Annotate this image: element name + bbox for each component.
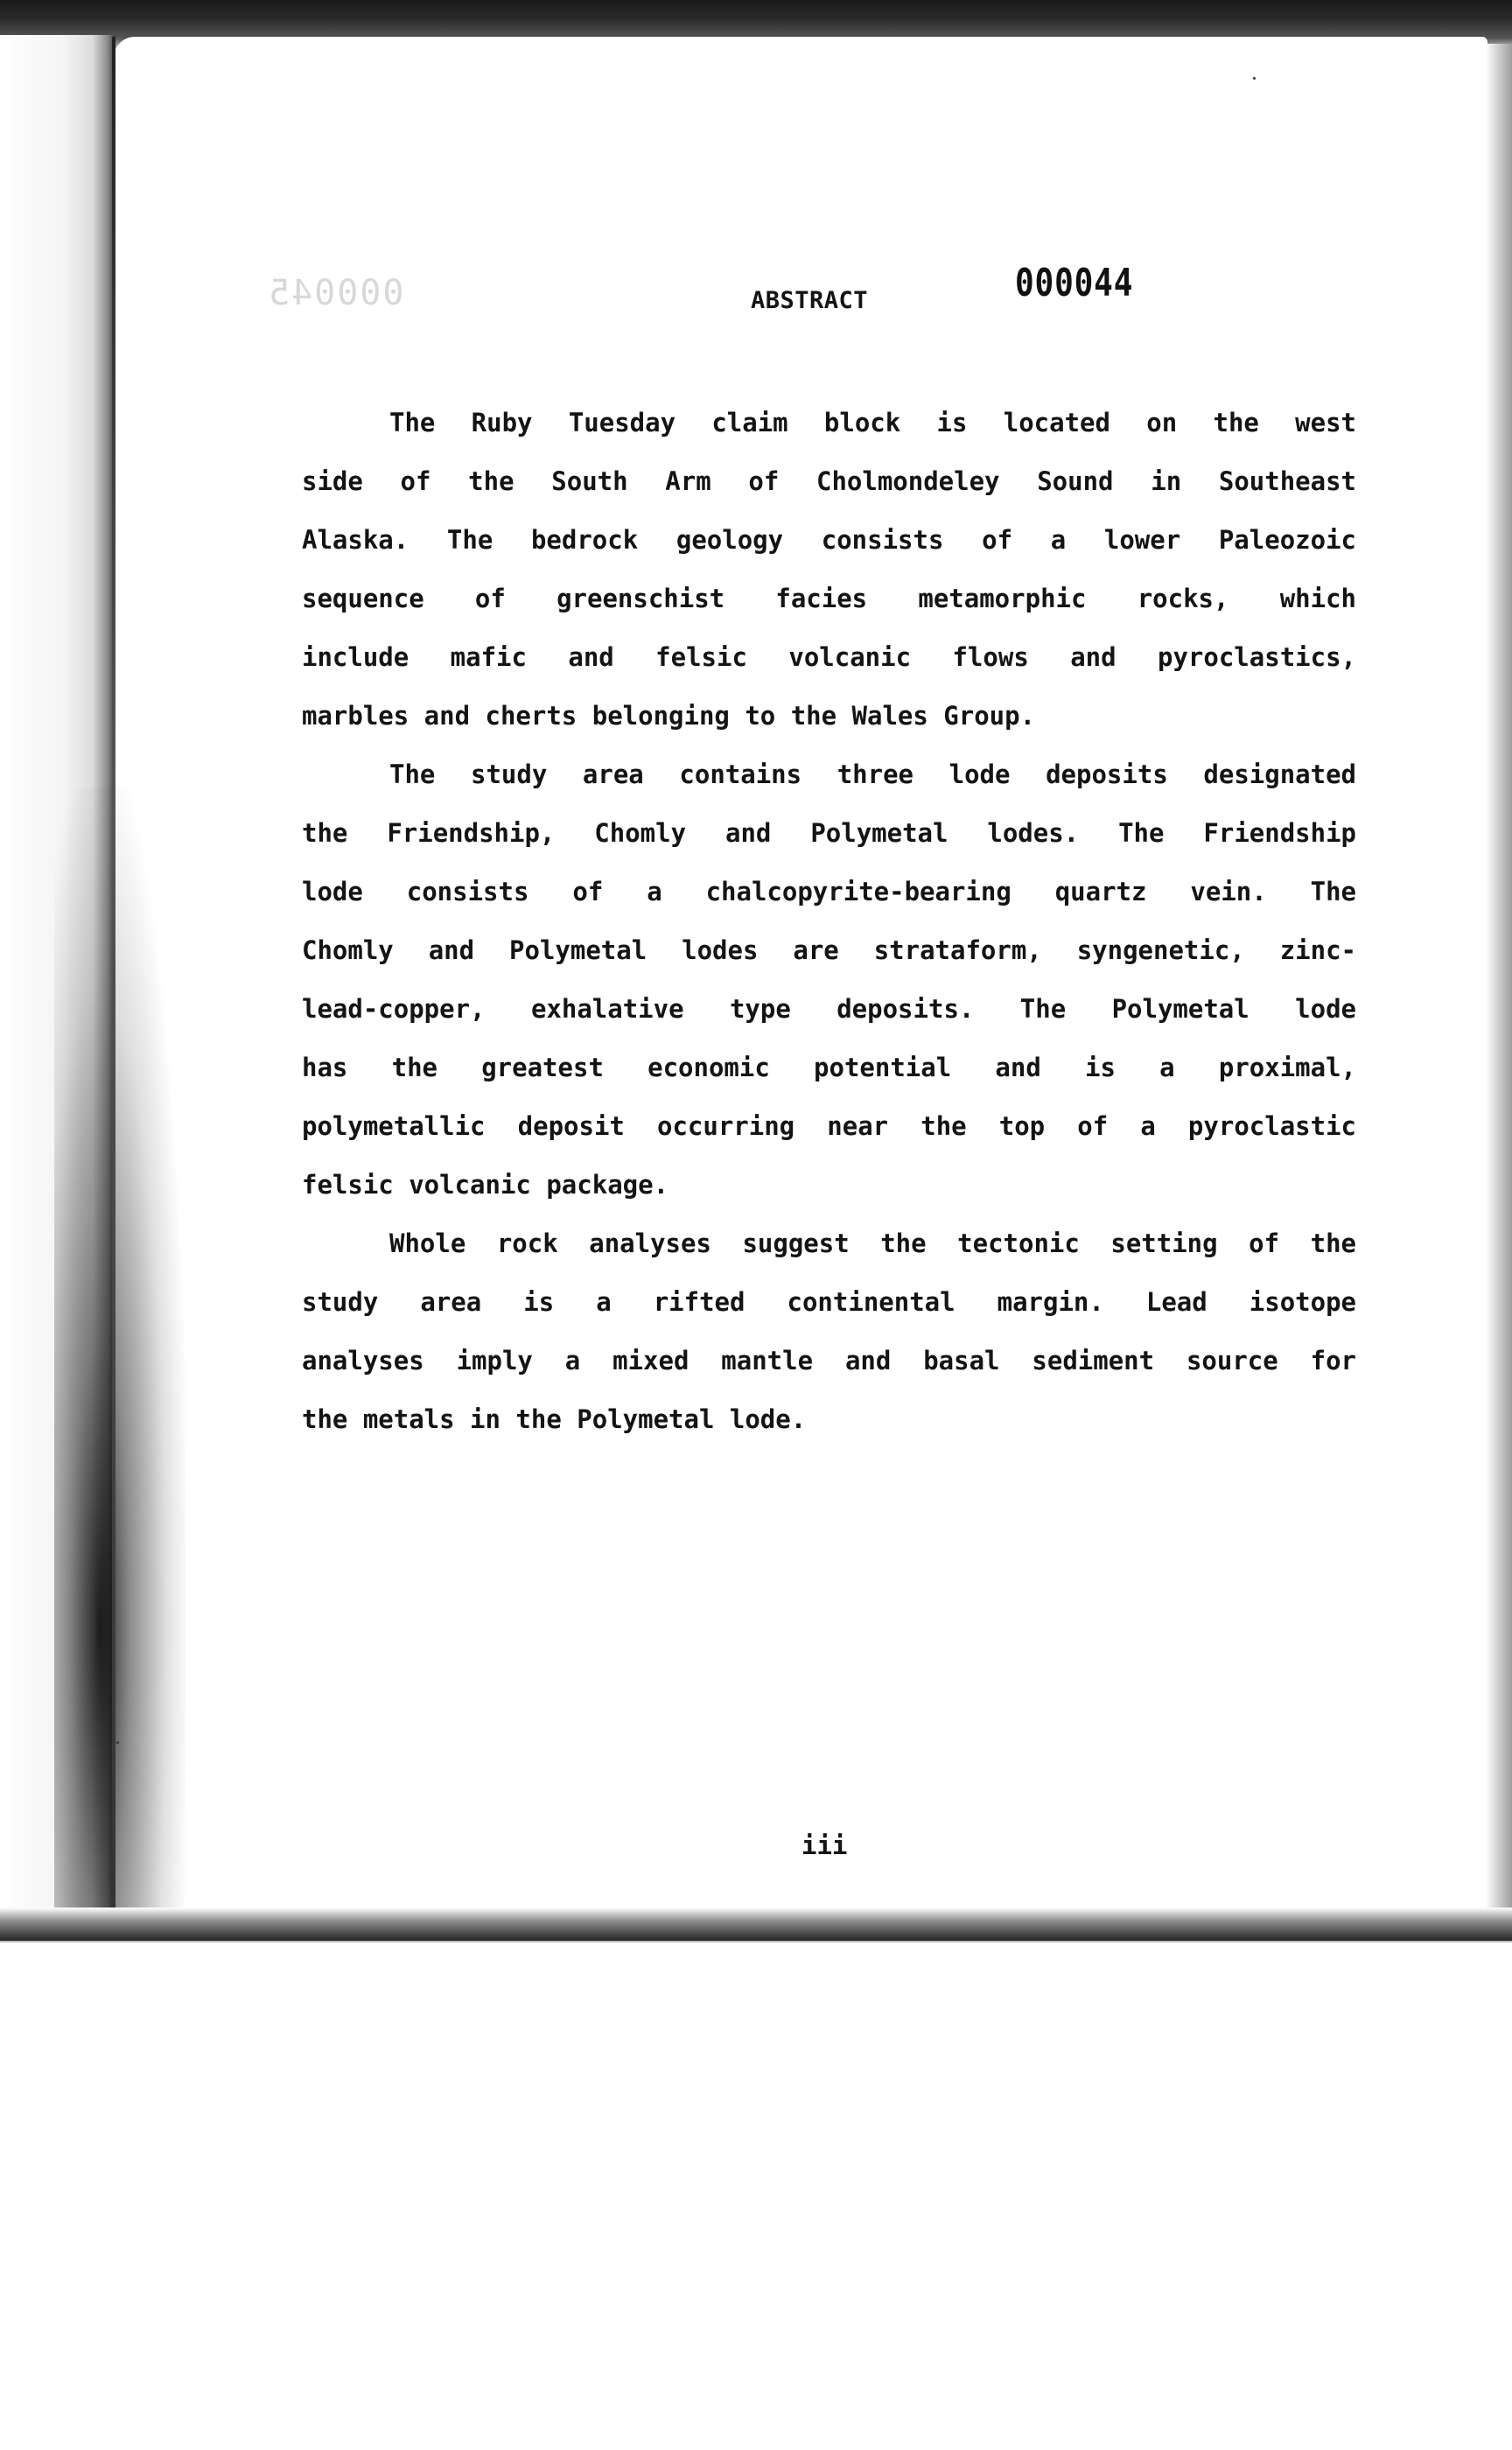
page-stamp-number: 000044 xyxy=(1015,261,1134,305)
text-line: polymetallic deposit occurring near the top of a pyroclastic xyxy=(302,1111,1356,1141)
page-title: ABSTRACT xyxy=(751,287,869,314)
scan-speck xyxy=(116,1741,119,1744)
text-line: side of the South Arm of Cholmondeley Sound in Southeast xyxy=(302,466,1356,496)
text-line: include mafic and felsic volcanic flows and pyroclastics, xyxy=(302,642,1356,672)
paragraph-3 xyxy=(302,1214,1356,1449)
text-line: The Ruby Tuesday claim block is located on the west xyxy=(389,408,1356,438)
text-line: has the greatest economic potential and is a proximal, xyxy=(302,1053,1356,1082)
text-line: Alaska. The bedrock geology consists of a lower Paleozoic xyxy=(302,525,1356,555)
text-line: lead-copper, exhalative type deposits. The Polymetal lode xyxy=(302,994,1356,1024)
paragraph-1 xyxy=(302,394,1356,746)
scan-bottom-rule xyxy=(0,1941,1512,1942)
text-line: The study area contains three lode deposits designated xyxy=(389,760,1356,789)
text-line: the Friendship, Chomly and Polymetal lodes. The Friendship xyxy=(302,818,1356,848)
text-line: the metals in the Polymetal lode. xyxy=(302,1404,807,1434)
text-line: study area is a rifted continental margin. Lead isotope xyxy=(302,1287,1356,1317)
text-line: felsic volcanic package. xyxy=(302,1170,669,1200)
text-line: analyses imply a mixed mantle and basal sediment source for xyxy=(302,1346,1356,1376)
paragraph-2 xyxy=(302,746,1356,1214)
text-line: Whole rock analyses suggest the tectonic setting of the xyxy=(389,1228,1356,1258)
binding-gutter xyxy=(112,37,116,1918)
text-line: sequence of greenschist facies metamorphic rocks, which xyxy=(302,584,1356,613)
scan-bottom-edge xyxy=(0,1908,1512,1942)
scan-right-edge xyxy=(1486,44,1512,1942)
page-number: iii xyxy=(802,1830,848,1860)
bleed-through-stamp: 000045 xyxy=(267,273,404,313)
text-line: Chomly and Polymetal lodes are strataform, syngenetic, zinc- xyxy=(302,935,1356,965)
text-line: lode consists of a chalcopyrite-bearing quartz vein. The xyxy=(302,877,1356,906)
scan-speck xyxy=(1253,77,1256,80)
binding-shadow xyxy=(54,788,186,1908)
text-line: marbles and cherts belonging to the Wales Group. xyxy=(302,701,1036,731)
abstract-text xyxy=(302,394,1356,1449)
